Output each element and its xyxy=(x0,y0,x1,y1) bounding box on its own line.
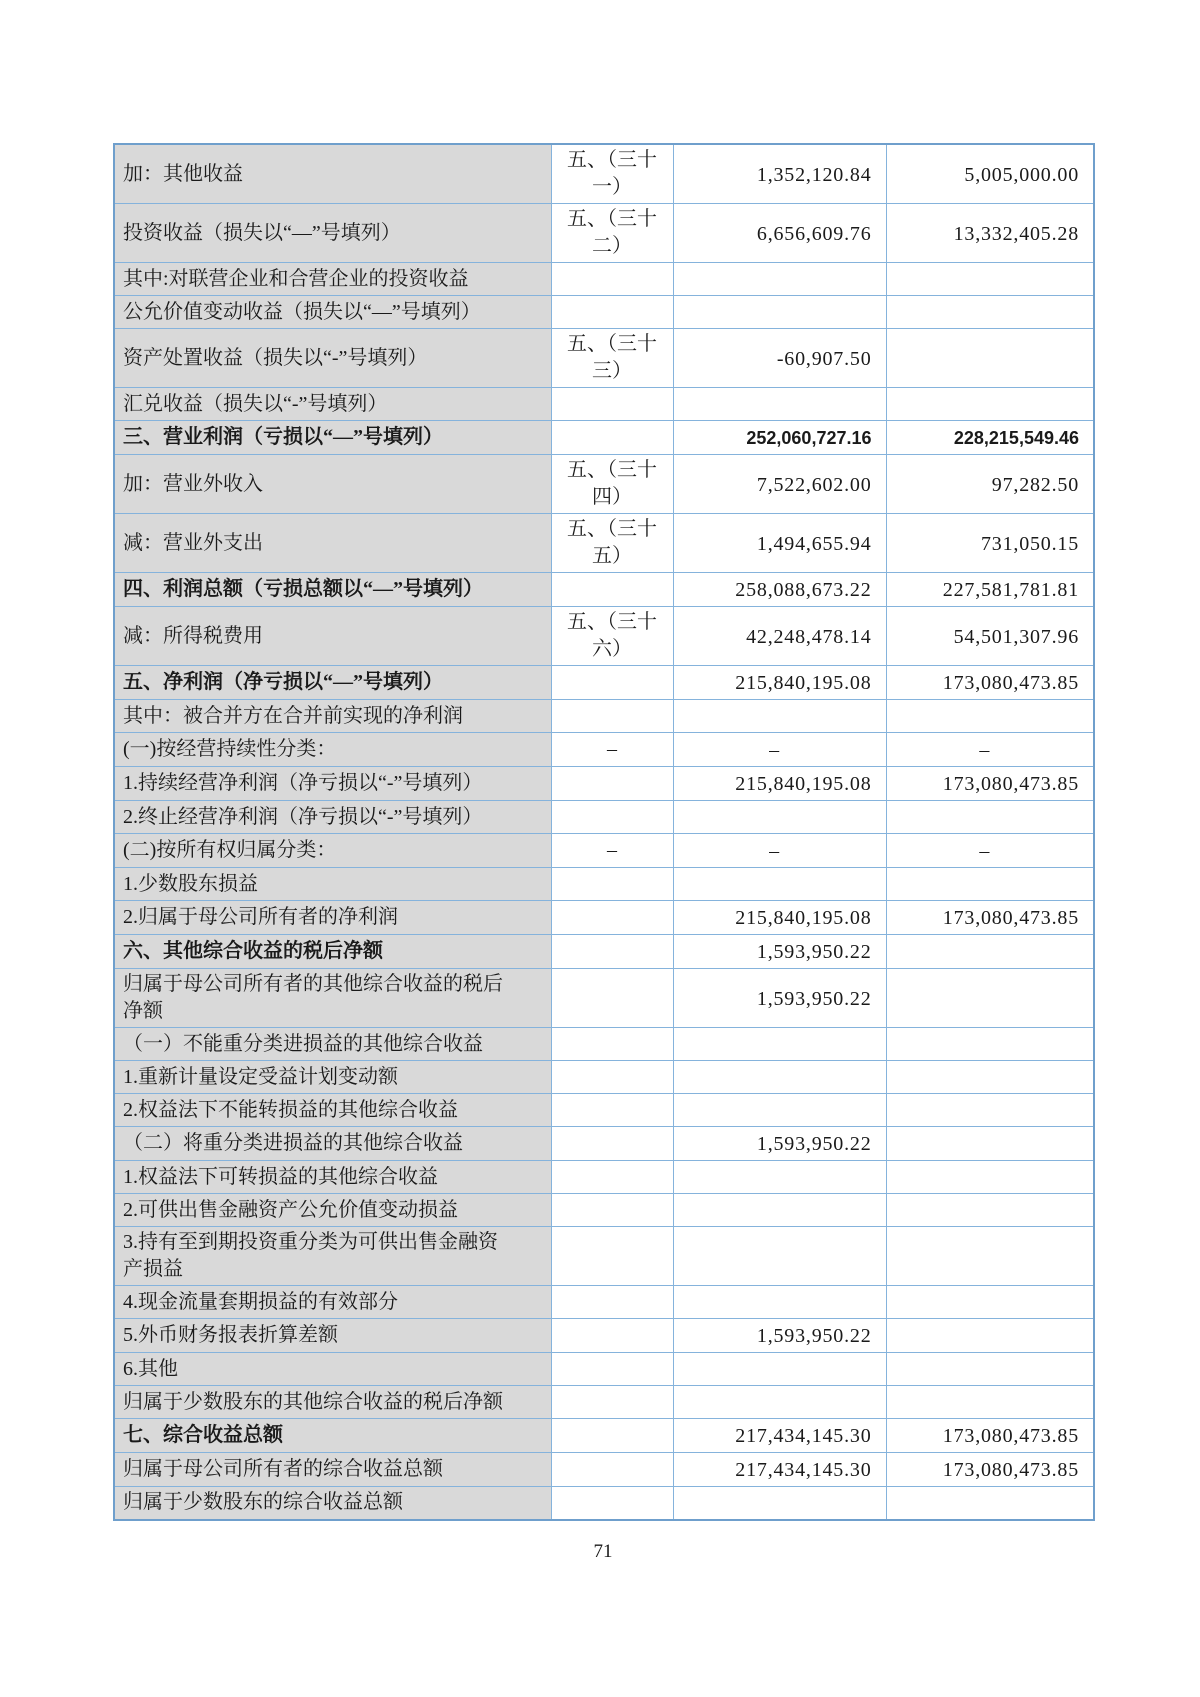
note-cell: 五、（三十三） xyxy=(551,329,673,388)
item-cell: 五、净利润（净亏损以“—”号填列） xyxy=(114,666,551,700)
note-cell xyxy=(551,573,673,607)
current-period-cell: 215,840,195.08 xyxy=(673,666,886,700)
current-period-cell xyxy=(673,700,886,733)
table-row xyxy=(114,144,1094,204)
table-row xyxy=(114,1487,1094,1520)
prior-period-cell xyxy=(886,1161,1094,1194)
table-row xyxy=(114,421,1094,455)
table-row xyxy=(114,514,1094,573)
note-cell xyxy=(551,1227,673,1286)
current-period-cell xyxy=(673,1227,886,1286)
current-period-cell xyxy=(673,1094,886,1127)
prior-period-cell: – xyxy=(886,834,1094,868)
table-row xyxy=(114,1227,1094,1286)
current-period-cell: 1,494,655.94 xyxy=(673,514,886,573)
note-cell: 五、（三十六） xyxy=(551,607,673,666)
table-row xyxy=(114,573,1094,607)
prior-period-cell: 228,215,549.46 xyxy=(886,421,1094,455)
item-cell: 2.终止经营净利润（净亏损以“-”号填列） xyxy=(114,801,551,834)
current-period-cell xyxy=(673,1028,886,1061)
note-cell xyxy=(551,1161,673,1194)
item-cell: 其中:对联营企业和合营企业的投资收益 xyxy=(114,263,551,296)
item-cell: 6.其他 xyxy=(114,1353,551,1386)
table-row xyxy=(114,935,1094,969)
current-period-cell: 6,656,609.76 xyxy=(673,204,886,263)
prior-period-cell xyxy=(886,296,1094,329)
note-cell xyxy=(551,1487,673,1520)
note-cell xyxy=(551,935,673,969)
item-cell: （二）将重分类进损益的其他综合收益 xyxy=(114,1127,551,1161)
prior-period-cell xyxy=(886,969,1094,1028)
note-cell xyxy=(551,1127,673,1161)
item-cell: 1.持续经营净利润（净亏损以“-”号填列） xyxy=(114,767,551,801)
table-row xyxy=(114,607,1094,666)
item-cell: 加：营业外收入 xyxy=(114,455,551,514)
prior-period-cell xyxy=(886,1386,1094,1419)
item-cell: 其中：被合并方在合并前实现的净利润 xyxy=(114,700,551,733)
item-cell: 加：其他收益 xyxy=(114,144,551,204)
note-cell xyxy=(551,1419,673,1453)
current-period-cell: 258,088,673.22 xyxy=(673,573,886,607)
prior-period-cell xyxy=(886,801,1094,834)
prior-period-cell: 97,282.50 xyxy=(886,455,1094,514)
item-cell: 投资收益（损失以“—”号填列） xyxy=(114,204,551,263)
table-row xyxy=(114,834,1094,868)
item-cell: 1.重新计量设定受益计划变动额 xyxy=(114,1061,551,1094)
table-row xyxy=(114,1061,1094,1094)
current-period-cell: -60,907.50 xyxy=(673,329,886,388)
table-row xyxy=(114,868,1094,901)
note-cell xyxy=(551,1028,673,1061)
table-row xyxy=(114,263,1094,296)
table-body xyxy=(114,144,1094,1520)
prior-period-cell: 173,080,473.85 xyxy=(886,901,1094,935)
item-cell: 3.持有至到期投资重分类为可供出售金融资产损益 xyxy=(114,1227,551,1286)
item-cell: 2.可供出售金融资产公允价值变动损益 xyxy=(114,1194,551,1227)
note-cell xyxy=(551,969,673,1028)
note-cell xyxy=(551,296,673,329)
note-cell xyxy=(551,700,673,733)
table-row xyxy=(114,1386,1094,1419)
prior-period-cell xyxy=(886,1061,1094,1094)
item-cell: 汇兑收益（损失以“-”号填列） xyxy=(114,388,551,421)
note-cell xyxy=(551,263,673,296)
table-row xyxy=(114,296,1094,329)
prior-period-cell xyxy=(886,935,1094,969)
item-cell: （一）不能重分类进损益的其他综合收益 xyxy=(114,1028,551,1061)
current-period-cell xyxy=(673,296,886,329)
table-row xyxy=(114,700,1094,733)
prior-period-cell: 731,050.15 xyxy=(886,514,1094,573)
note-cell: 五、（三十二） xyxy=(551,204,673,263)
item-cell: 2.归属于母公司所有者的净利润 xyxy=(114,901,551,935)
current-period-cell: 1,593,950.22 xyxy=(673,935,886,969)
item-cell: (一)按经营持续性分类： xyxy=(114,733,551,767)
current-period-cell: 7,522,602.00 xyxy=(673,455,886,514)
table-row xyxy=(114,1286,1094,1319)
note-cell xyxy=(551,1194,673,1227)
item-cell: 资产处置收益（损失以“-”号填列） xyxy=(114,329,551,388)
note-cell: – xyxy=(551,733,673,767)
prior-period-cell: 173,080,473.85 xyxy=(886,1453,1094,1487)
prior-period-cell: 173,080,473.85 xyxy=(886,767,1094,801)
prior-period-cell xyxy=(886,388,1094,421)
current-period-cell xyxy=(673,263,886,296)
item-cell: (二)按所有权归属分类： xyxy=(114,834,551,868)
prior-period-cell: 227,581,781.81 xyxy=(886,573,1094,607)
item-cell: 归属于母公司所有者的其他综合收益的税后净额 xyxy=(114,969,551,1028)
current-period-cell: – xyxy=(673,834,886,868)
current-period-cell xyxy=(673,801,886,834)
current-period-cell: 1,593,950.22 xyxy=(673,1319,886,1353)
current-period-cell: 217,434,145.30 xyxy=(673,1419,886,1453)
current-period-cell xyxy=(673,1161,886,1194)
table-row xyxy=(114,329,1094,388)
current-period-cell xyxy=(673,1194,886,1227)
current-period-cell: 42,248,478.14 xyxy=(673,607,886,666)
note-cell: – xyxy=(551,834,673,868)
current-period-cell xyxy=(673,1353,886,1386)
table-row xyxy=(114,1419,1094,1453)
item-cell: 减：营业外支出 xyxy=(114,514,551,573)
prior-period-cell xyxy=(886,1028,1094,1061)
table-row xyxy=(114,801,1094,834)
note-cell: 五、（三十五） xyxy=(551,514,673,573)
current-period-cell xyxy=(673,1061,886,1094)
current-period-cell: 217,434,145.30 xyxy=(673,1453,886,1487)
table-row xyxy=(114,1194,1094,1227)
note-cell: 五、（三十一） xyxy=(551,144,673,204)
current-period-cell: 252,060,727.16 xyxy=(673,421,886,455)
table-row xyxy=(114,204,1094,263)
page-number: 71 xyxy=(593,1541,613,1562)
note-cell xyxy=(551,1386,673,1419)
prior-period-cell xyxy=(886,1127,1094,1161)
note-cell xyxy=(551,767,673,801)
prior-period-cell xyxy=(886,700,1094,733)
table-row xyxy=(114,388,1094,421)
item-cell: 2.权益法下不能转损益的其他综合收益 xyxy=(114,1094,551,1127)
current-period-cell: 1,593,950.22 xyxy=(673,1127,886,1161)
item-cell: 三、营业利润（亏损以“—”号填列） xyxy=(114,421,551,455)
current-period-cell xyxy=(673,388,886,421)
table-row xyxy=(114,767,1094,801)
item-cell: 六、其他综合收益的税后净额 xyxy=(114,935,551,969)
note-cell xyxy=(551,666,673,700)
table-row xyxy=(114,1127,1094,1161)
item-cell: 七、综合收益总额 xyxy=(114,1419,551,1453)
current-period-cell: 1,593,950.22 xyxy=(673,969,886,1028)
prior-period-cell xyxy=(886,1487,1094,1520)
table-row xyxy=(114,1161,1094,1194)
item-cell: 公允价值变动收益（损失以“—”号填列） xyxy=(114,296,551,329)
prior-period-cell xyxy=(886,868,1094,901)
prior-period-cell xyxy=(886,1319,1094,1353)
prior-period-cell xyxy=(886,1094,1094,1127)
current-period-cell: 1,352,120.84 xyxy=(673,144,886,204)
note-cell xyxy=(551,388,673,421)
prior-period-cell xyxy=(886,263,1094,296)
note-cell xyxy=(551,421,673,455)
table-row xyxy=(114,666,1094,700)
table-row xyxy=(114,1353,1094,1386)
note-cell xyxy=(551,1061,673,1094)
income-statement-table xyxy=(113,143,1095,1521)
current-period-cell: – xyxy=(673,733,886,767)
note-cell xyxy=(551,1094,673,1127)
current-period-cell xyxy=(673,868,886,901)
current-period-cell xyxy=(673,1386,886,1419)
table-row xyxy=(114,969,1094,1028)
prior-period-cell xyxy=(886,329,1094,388)
note-cell xyxy=(551,801,673,834)
item-cell: 5.外币财务报表折算差额 xyxy=(114,1319,551,1353)
prior-period-cell: 54,501,307.96 xyxy=(886,607,1094,666)
prior-period-cell: 173,080,473.85 xyxy=(886,1419,1094,1453)
current-period-cell xyxy=(673,1487,886,1520)
item-cell: 归属于少数股东的其他综合收益的税后净额 xyxy=(114,1386,551,1419)
prior-period-cell xyxy=(886,1194,1094,1227)
prior-period-cell: 5,005,000.00 xyxy=(886,144,1094,204)
note-cell xyxy=(551,1286,673,1319)
note-cell: 五、（三十四） xyxy=(551,455,673,514)
table-row xyxy=(114,455,1094,514)
prior-period-cell xyxy=(886,1286,1094,1319)
item-cell: 归属于母公司所有者的综合收益总额 xyxy=(114,1453,551,1487)
table-row xyxy=(114,733,1094,767)
table-row xyxy=(114,1453,1094,1487)
note-cell xyxy=(551,901,673,935)
item-cell: 1.少数股东损益 xyxy=(114,868,551,901)
note-cell xyxy=(551,1453,673,1487)
item-cell: 4.现金流量套期损益的有效部分 xyxy=(114,1286,551,1319)
prior-period-cell: 173,080,473.85 xyxy=(886,666,1094,700)
table-row xyxy=(114,901,1094,935)
prior-period-cell: 13,332,405.28 xyxy=(886,204,1094,263)
item-cell: 四、利润总额（亏损总额以“—”号填列） xyxy=(114,573,551,607)
current-period-cell: 215,840,195.08 xyxy=(673,767,886,801)
item-cell: 1.权益法下可转损益的其他综合收益 xyxy=(114,1161,551,1194)
note-cell xyxy=(551,868,673,901)
prior-period-cell: – xyxy=(886,733,1094,767)
note-cell xyxy=(551,1353,673,1386)
prior-period-cell xyxy=(886,1227,1094,1286)
current-period-cell xyxy=(673,1286,886,1319)
table-row xyxy=(114,1094,1094,1127)
item-cell: 归属于少数股东的综合收益总额 xyxy=(114,1487,551,1520)
current-period-cell: 215,840,195.08 xyxy=(673,901,886,935)
prior-period-cell xyxy=(886,1353,1094,1386)
item-cell: 减：所得税费用 xyxy=(114,607,551,666)
table-row xyxy=(114,1028,1094,1061)
table-row xyxy=(114,1319,1094,1353)
note-cell xyxy=(551,1319,673,1353)
